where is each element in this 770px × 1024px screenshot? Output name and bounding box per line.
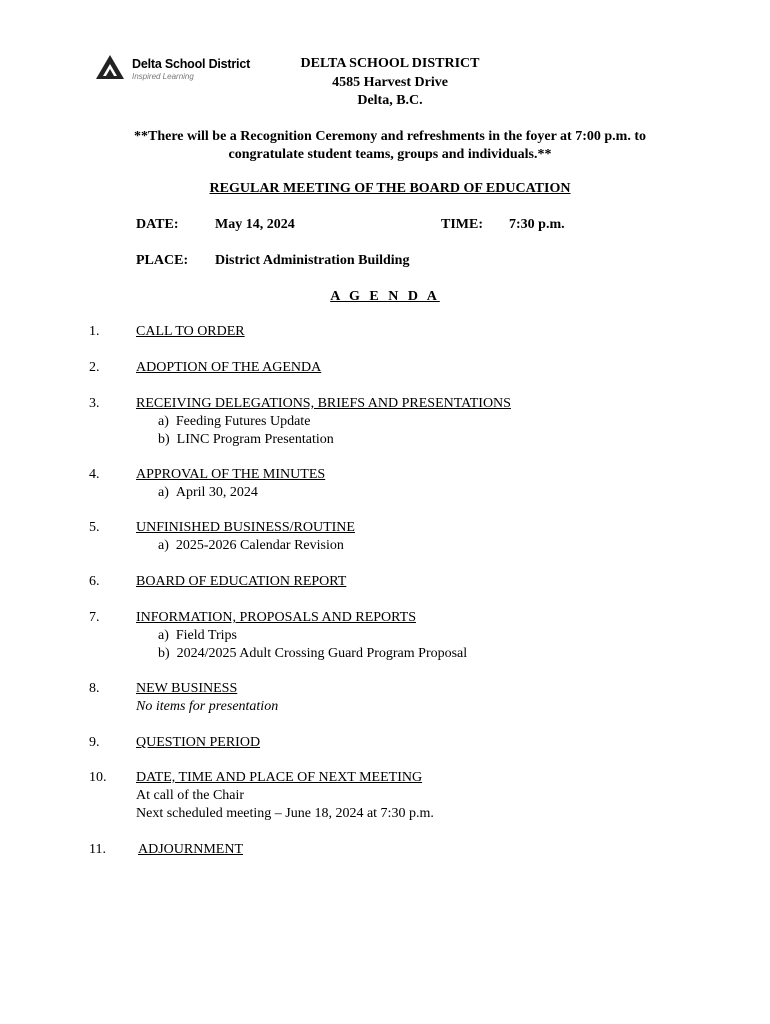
item-number: 3. <box>89 396 100 411</box>
item-title-information: INFORMATION, PROPOSALS AND REPORTS <box>136 610 416 625</box>
sub-item: a) Feeding Futures Update <box>158 414 311 429</box>
item-title-unfinished: UNFINISHED BUSINESS/ROUTINE <box>136 520 355 535</box>
item-title-minutes: APPROVAL OF THE MINUTES <box>136 467 326 482</box>
item-number: 8. <box>89 681 100 696</box>
item-number: 1. <box>89 324 100 339</box>
sub-item: a) April 30, 2024 <box>158 485 258 500</box>
item-title-adoption: ADOPTION OF THE AGENDA <box>136 360 322 375</box>
meeting-title: REGULAR MEETING OF THE BOARD OF EDUCATION <box>209 181 571 196</box>
item-note: Next scheduled meeting – June 18, 2024 at 7:30 p.m. <box>136 806 434 821</box>
item-title-next-meeting: DATE, TIME AND PLACE OF NEXT MEETING <box>136 770 423 785</box>
item-title-call-to-order: CALL TO ORDER <box>136 324 245 339</box>
district-city: Delta, B.C. <box>357 93 423 108</box>
date-label: DATE: <box>136 217 179 232</box>
notice-line-1: **There will be a Recognition Ceremony and refreshments in the foyer at 7:00 p.m. to <box>134 129 646 144</box>
sub-item: b) LINC Program Presentation <box>158 432 334 447</box>
sub-item: a) 2025-2026 Calendar Revision <box>158 538 344 553</box>
date-value: May 14, 2024 <box>215 217 295 232</box>
item-number: 11. <box>89 842 106 857</box>
district-name: DELTA SCHOOL DISTRICT <box>300 56 480 71</box>
time-label: TIME: <box>441 217 483 232</box>
item-number: 7. <box>89 610 100 625</box>
item-number: 6. <box>89 574 100 589</box>
district-address: 4585 Harvest Drive <box>332 75 448 90</box>
logo-name: Delta School District <box>132 57 251 71</box>
logo-tagline: Inspired Learning <box>132 72 194 81</box>
sub-item: a) Field Trips <box>158 628 237 643</box>
time-value: 7:30 p.m. <box>509 217 565 232</box>
place-label: PLACE: <box>136 253 189 268</box>
item-note: No items for presentation <box>136 699 279 714</box>
item-number: 4. <box>89 467 100 482</box>
sub-item: b) 2024/2025 Adult Crossing Guard Program Proposal <box>158 646 468 661</box>
item-title-new-business: NEW BUSINESS <box>136 681 238 696</box>
item-number: 2. <box>89 360 100 375</box>
item-number: 5. <box>89 520 100 535</box>
item-note: At call of the Chair <box>136 788 245 803</box>
item-title-delegations: RECEIVING DELEGATIONS, BRIEFS AND PRESENTATIONS <box>136 396 511 411</box>
notice-line-2: congratulate student teams, groups and individuals.** <box>228 147 552 162</box>
place-value: District Administration Building <box>215 253 410 268</box>
agenda-title: A G E N D A <box>330 289 440 304</box>
item-number: 10. <box>89 770 107 785</box>
item-title-adjournment: ADJOURNMENT <box>138 842 243 857</box>
item-title-question-period: QUESTION PERIOD <box>136 735 261 750</box>
item-title-board-report: BOARD OF EDUCATION REPORT <box>136 574 347 589</box>
item-number: 9. <box>89 735 100 750</box>
